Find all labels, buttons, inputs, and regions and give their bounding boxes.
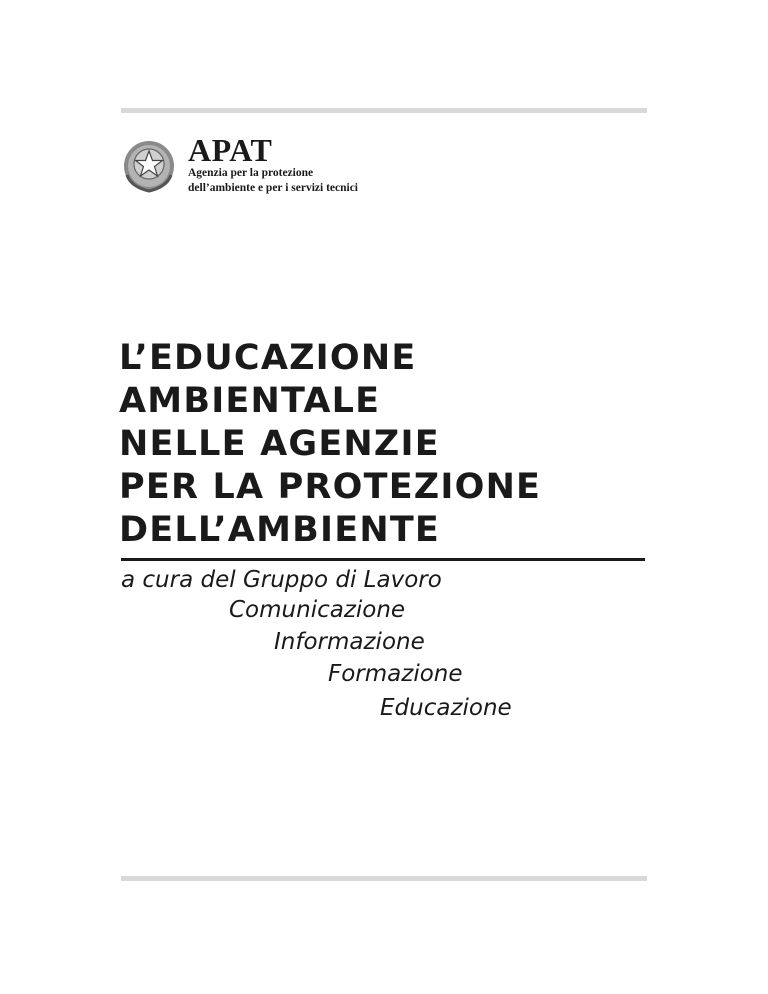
credit-line-formazione: Formazione <box>328 661 463 687</box>
title-line: NELLE AGENZIE <box>119 424 440 464</box>
top-divider <box>121 108 647 113</box>
title-underline <box>121 558 645 561</box>
document-title <box>119 337 541 552</box>
credit-line-comunicazione: Comunicazione <box>229 597 406 623</box>
bottom-divider <box>121 876 647 881</box>
agency-name-line-2: dell’ambiente e per i servizi tecnici <box>188 182 359 194</box>
credit-line-educazione: Educazione <box>380 695 512 721</box>
agency-name-line-1: Agenzia per la protezione <box>188 167 314 179</box>
agency-acronym: APAT <box>188 132 273 168</box>
title-line: AMBIENTALE <box>119 381 381 421</box>
title-line: DELL’AMBIENTE <box>119 510 441 550</box>
title-line: L’EDUCAZIONE <box>119 338 417 378</box>
agency-logo-block <box>121 132 521 199</box>
credit-line-editor: a cura del Gruppo di Lavoro <box>121 567 442 593</box>
credit-line-informazione: Informazione <box>274 629 425 655</box>
italian-republic-emblem-icon <box>121 137 177 195</box>
title-line: PER LA PROTEZIONE <box>119 467 542 507</box>
